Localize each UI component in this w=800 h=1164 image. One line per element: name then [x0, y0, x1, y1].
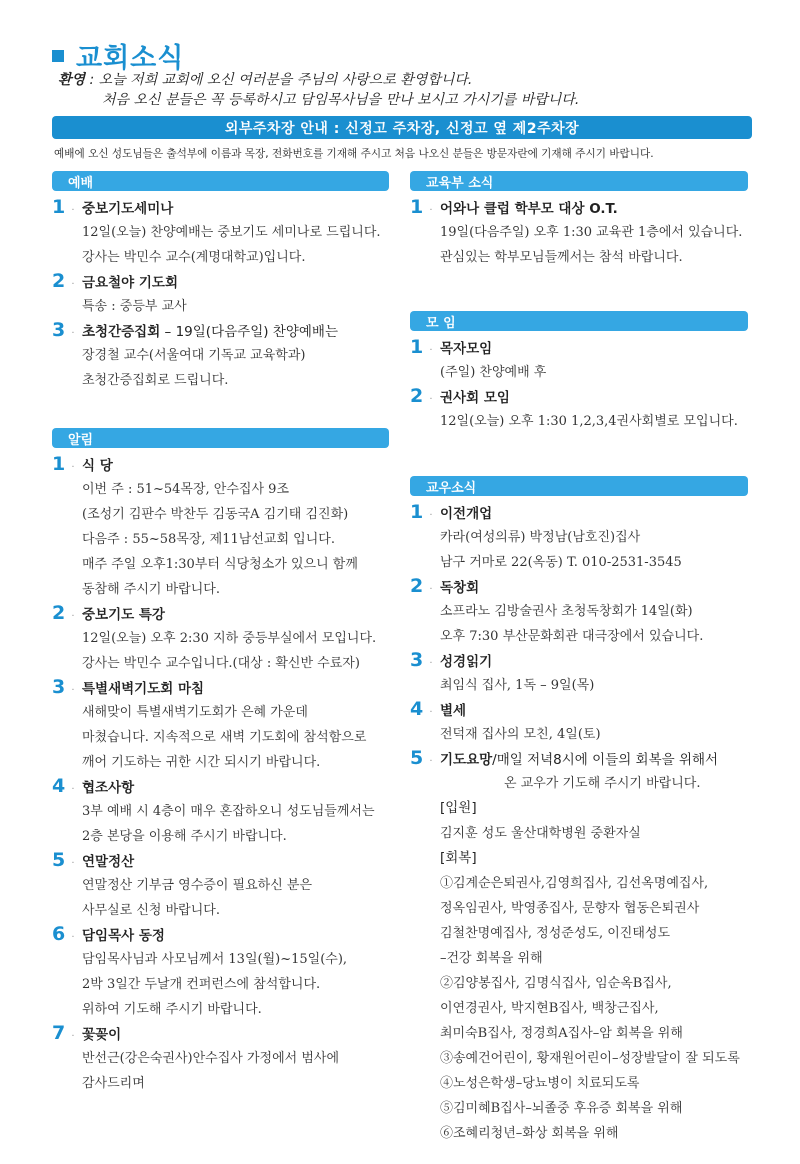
- item-detail-line: 19일(다음주일) 오후 1:30 교육관 1층에서 있습니다.: [440, 225, 743, 240]
- item-detail-line: 12일(오늘) 오후 1:30 1,2,3,4권사회별로 모입니다.: [440, 414, 738, 429]
- item-title-text: 식 당: [82, 458, 113, 474]
- item-heading: [410, 385, 750, 409]
- item-title: [82, 776, 134, 796]
- recovery-line: –건강 회복을 위해: [440, 951, 543, 966]
- item-title-text: 연말정산: [82, 854, 135, 870]
- recovery-line: ⑤김미혜B집사–뇌졸중 후유증 회복을 위해: [440, 1101, 683, 1116]
- item-title: [82, 677, 204, 697]
- section-header-education: 교육부 소식: [410, 171, 748, 191]
- item-title: [440, 502, 492, 522]
- welcome-line-1: : 오늘 저희 교회에 오신 여러분을 주님의 사랑으로 환영합니다.: [85, 72, 473, 88]
- recovery-line: ③송예건어린이, 황재원어린이–성장발달이 잘 되도록: [440, 1051, 740, 1066]
- item-detail-line: 특송 : 중등부 교사: [82, 299, 187, 314]
- item-title-text: 독창회: [440, 580, 480, 596]
- item-heading: [52, 453, 392, 477]
- item-detail-line: 장경철 교수(서울여대 기독교 교육학과): [82, 348, 306, 363]
- item-detail-line: 다음주 : 55~58목장, 제11남선교회 입니다.: [82, 532, 335, 547]
- item-number: 2: [52, 602, 66, 624]
- item-detail-line: 전덕재 집사의 모친, 4일(토): [440, 727, 601, 742]
- item-detail-line: 강사는 박민수 교수(계명대학교)입니다.: [82, 250, 306, 265]
- item-title: [440, 576, 479, 596]
- bullet-dot-icon: ·: [429, 510, 433, 521]
- item-detail-line: 초청간증집회로 드립니다.: [82, 373, 229, 388]
- item-detail-line: 새해맞이 특별새벽기도회가 은혜 가운데: [82, 705, 308, 720]
- item-detail-line: 마쳤습니다. 지속적으로 새벽 기도회에 참석함으로: [82, 730, 367, 745]
- attendance-notice: 예배에 오신 성도님들은 출석부에 이름과 목장, 전화번호를 기재해 주시고 처음 나오신 분들은 방문자란에 기재해 주시기 바랍니다.: [54, 148, 654, 160]
- item-detail-line: 매주 주일 오후1:30부터 식당청소가 있으니 함께: [82, 557, 358, 572]
- item-detail-line: 동참해 주시기 바랍니다.: [82, 582, 220, 597]
- item-title-extra: – 19일(다음주일) 찬양예배는: [160, 324, 338, 340]
- item-number: 1: [410, 196, 424, 218]
- item-number: 7: [52, 1022, 66, 1044]
- item-title: [82, 454, 113, 474]
- section-header-worship: 예배: [52, 171, 389, 191]
- item-detail-line: 감사드리며: [82, 1076, 145, 1091]
- item-title: [82, 850, 134, 870]
- item-number: 4: [52, 775, 66, 797]
- item-title-text: 성경읽기: [440, 654, 493, 670]
- item-title: [82, 271, 178, 291]
- item-detail-line: 이번 주 : 51~54목장, 안수집사 9조: [82, 482, 290, 497]
- item-title-text: 특별새벽기도회 마침: [82, 681, 205, 697]
- bullet-dot-icon: ·: [71, 932, 75, 943]
- item-detail-line: 2박 3일간 두날개 컨퍼런스에 참석합니다.: [82, 977, 321, 992]
- item-heading: [52, 676, 392, 700]
- education-list: [410, 196, 750, 270]
- hospital-line: 김지훈 성도 울산대학병원 중환자실: [440, 826, 641, 841]
- item-heading: [410, 575, 750, 599]
- item-heading: [52, 270, 392, 294]
- recovery-line: 정옥임권사, 박영종집사, 문향자 협동은퇴권사: [440, 901, 700, 916]
- bullet-dot-icon: ·: [429, 345, 433, 356]
- item-detail-line: 온 교우가 기도해 주시기 바랍니다.: [504, 776, 701, 791]
- item-title: [82, 1023, 121, 1043]
- item-detail-line: (주일) 찬양예배 후: [440, 365, 547, 380]
- item-title: [82, 197, 173, 217]
- hospital-label: [입원]: [440, 800, 477, 816]
- item-number: 4: [410, 698, 424, 720]
- item-number: 1: [410, 336, 424, 358]
- bullet-dot-icon: ·: [429, 394, 433, 405]
- item-detail-line: 12일(오늘) 찬양예배는 중보기도 세미나로 드립니다.: [82, 225, 381, 240]
- item-number: 1: [410, 501, 424, 523]
- recovery-label: [회복]: [440, 850, 477, 866]
- item-number: 3: [52, 319, 66, 341]
- item-detail-line: 반선근(강은숙권사)안수집사 가정에서 범사에: [82, 1051, 340, 1066]
- item-number: 3: [52, 676, 66, 698]
- members-list: [410, 501, 750, 1146]
- item-detail-line: 강사는 박민수 교수입니다.(대상 : 확신반 수료자): [82, 656, 360, 671]
- item-title: [440, 699, 466, 719]
- title-square-icon: [52, 50, 64, 62]
- item-number: 2: [410, 575, 424, 597]
- welcome-line-2: 처음 오신 분들은 꼭 등록하시고 담임목사님을 만나 보시고 가시기를 바랍니다.: [102, 92, 580, 108]
- item-detail-line: 최임식 집사, 1독 – 9일(목): [440, 678, 595, 693]
- recovery-line: ②김양봉집사, 김명식집사, 임순옥B집사,: [440, 976, 672, 991]
- item-number: 2: [52, 270, 66, 292]
- item-detail-line: 2층 본당을 이용해 주시기 바랍니다.: [82, 829, 287, 844]
- section-header-members: 교우소식: [410, 476, 748, 496]
- item-detail-line: 3부 예배 시 4층이 매우 혼잡하오니 성도님들께서는: [82, 804, 375, 819]
- item-heading: [52, 319, 392, 343]
- item-title-text: 협조사항: [82, 780, 135, 796]
- item-title-text: 어와나 클럽 학부모 대상 O.T.: [440, 201, 618, 217]
- parking-banner: 외부주차장 안내 : 신정고 주차장, 신정고 옆 제2주차장: [52, 116, 752, 139]
- bullet-dot-icon: ·: [71, 784, 75, 795]
- page-title: 교회소식: [76, 43, 185, 74]
- item-heading: [52, 923, 392, 947]
- item-number: 6: [52, 923, 66, 945]
- bullet-dot-icon: ·: [71, 205, 75, 216]
- bullet-dot-icon: ·: [71, 1031, 75, 1042]
- bullet-dot-icon: ·: [71, 279, 75, 290]
- bullet-dot-icon: ·: [429, 584, 433, 595]
- bullet-dot-icon: ·: [429, 658, 433, 669]
- item-detail-line: 관심있는 학부모님들께서는 참석 바랍니다.: [440, 250, 683, 265]
- item-detail-line: 위하여 기도해 주시기 바랍니다.: [82, 1002, 262, 1017]
- item-title-text: 담임목사 동정: [82, 928, 165, 944]
- recovery-line: 최미숙B집사, 정경희A집사–암 회복을 위해: [440, 1026, 683, 1041]
- item-detail-line: 카라(여성의류) 박정남(남호진)집사: [440, 530, 641, 545]
- item-heading: [410, 336, 750, 360]
- recovery-line: ⑥조혜리청년–화상 회복을 위해: [440, 1126, 619, 1141]
- item-number: 1: [52, 453, 66, 475]
- item-heading: [52, 849, 392, 873]
- recovery-line: ④노성은학생–당뇨병이 치료되도록: [440, 1076, 640, 1091]
- item-detail-line: 연말정산 기부금 영수증이 필요하신 분은: [82, 878, 313, 893]
- item-detail-line: 남구 거마로 22(옥동) T. 010-2531-3545: [440, 555, 682, 570]
- bullet-dot-icon: ·: [429, 707, 433, 718]
- item-title-text: 목자모임: [440, 341, 493, 357]
- recovery-line: 김철찬명예집사, 정성준성도, 이진태성도: [440, 926, 671, 941]
- item-detail-line: 담임목사님과 사모님께서 13일(월)~15일(수),: [82, 952, 348, 967]
- item-heading: [410, 501, 750, 525]
- item-heading: [410, 747, 750, 771]
- bullet-dot-icon: ·: [71, 462, 75, 473]
- meetings-list: [410, 336, 750, 434]
- item-heading: [52, 196, 392, 220]
- item-heading: [52, 602, 392, 626]
- item-detail-line: 12일(오늘) 오후 2:30 지하 중등부실에서 모입니다.: [82, 631, 377, 646]
- item-heading: [410, 649, 750, 673]
- item-number: 5: [52, 849, 66, 871]
- item-title: [440, 386, 510, 406]
- recovery-line: ①김계순은퇴권사,김영희집사, 김선옥명예집사,: [440, 876, 709, 891]
- item-title-text: 중보기도 특강: [82, 607, 165, 623]
- item-detail-line: 사무실로 신청 바랍니다.: [82, 903, 220, 918]
- item-detail-line: (조성기 김판수 박찬두 김동국A 김기태 김진화): [82, 507, 349, 522]
- item-number: 1: [52, 196, 66, 218]
- item-title-text: 금요철야 기도회: [82, 275, 178, 291]
- item-title-text: 권사회 모임: [440, 390, 510, 406]
- worship-list: [52, 196, 392, 393]
- item-heading: [52, 775, 392, 799]
- bullet-dot-icon: ·: [71, 611, 75, 622]
- item-title: [82, 924, 165, 944]
- item-title-text: 이전개업: [440, 506, 493, 522]
- item-title: [440, 197, 618, 217]
- recovery-line: 이연경권사, 박지현B집사, 백창근집사,: [440, 1001, 659, 1016]
- item-detail-line: 깨어 기도하는 귀한 시간 되시기 바랍니다.: [82, 755, 321, 770]
- bullet-dot-icon: ·: [429, 756, 433, 767]
- item-number: 3: [410, 649, 424, 671]
- item-title-text: 별세: [440, 703, 467, 719]
- section-header-notices: 알림: [52, 428, 389, 448]
- item-title-text: 기도요망: [440, 752, 493, 768]
- bullet-dot-icon: ·: [71, 858, 75, 869]
- welcome-message: [58, 70, 579, 110]
- bullet-dot-icon: ·: [71, 685, 75, 696]
- item-heading: [410, 196, 750, 220]
- item-title: [440, 337, 492, 357]
- item-detail-line: 오후 7:30 부산문화회관 대극장에서 있습니다.: [440, 629, 704, 644]
- item-title-extra: /매일 저녁8시에 이들의 회복을 위해서: [492, 752, 719, 768]
- item-title: [440, 748, 718, 768]
- item-title-text: 중보기도세미나: [82, 201, 174, 217]
- item-heading: [410, 698, 750, 722]
- item-title: [440, 650, 492, 670]
- notices-list: [52, 453, 392, 1096]
- item-number: 2: [410, 385, 424, 407]
- item-title-text: 꽃꽂이: [82, 1027, 122, 1043]
- item-number: 5: [410, 747, 424, 769]
- item-title: [82, 603, 165, 623]
- item-detail-line: 소프라노 김방술권사 초청독창회가 14일(화): [440, 604, 693, 619]
- bullet-dot-icon: ·: [71, 328, 75, 339]
- welcome-lead: 환영: [58, 72, 86, 88]
- item-title: [82, 320, 338, 340]
- section-header-meetings: 모 임: [410, 311, 748, 331]
- item-title-text: 초청간증집회: [82, 324, 161, 340]
- item-heading: [52, 1022, 392, 1046]
- bullet-dot-icon: ·: [429, 205, 433, 216]
